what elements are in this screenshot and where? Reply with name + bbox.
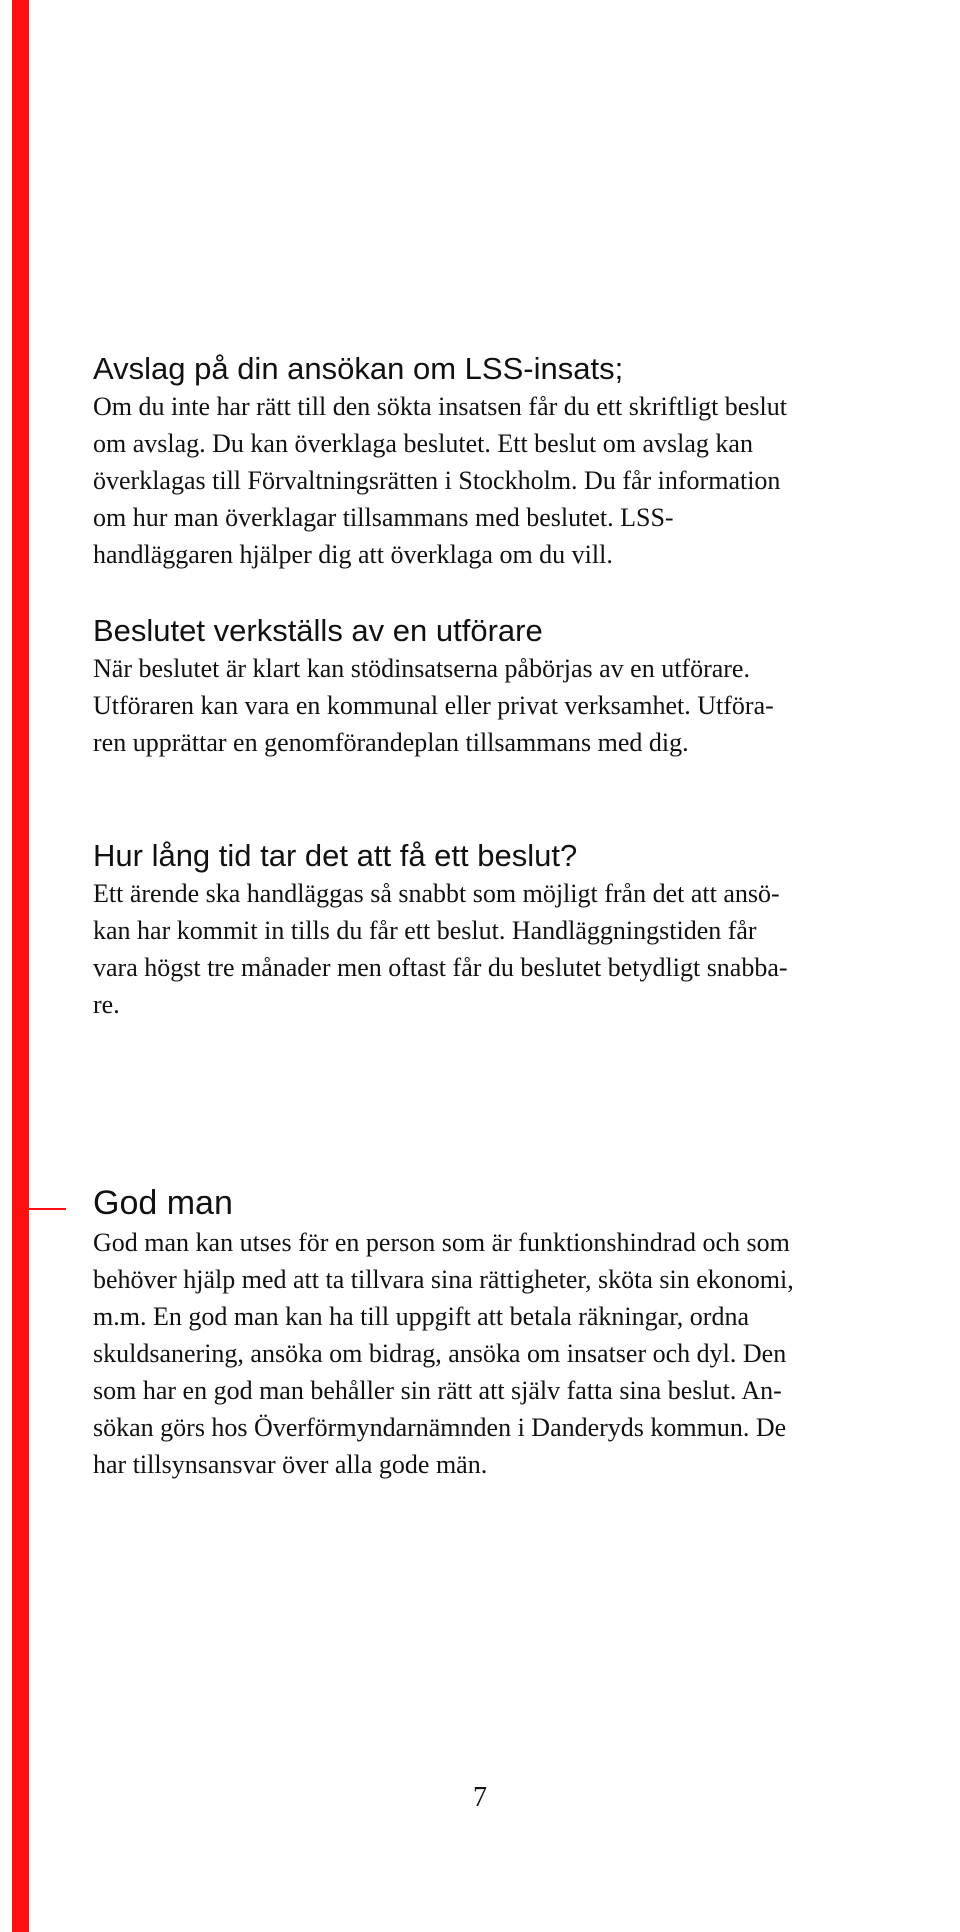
body-line: God man kan utses för en person som är funktionshindrad och som [93,1228,790,1257]
section-body [93,650,774,761]
body-line: har tillsynsansvar över alla gode män. [93,1450,488,1479]
body-line: överklagas till Förvaltningsrätten i Stockholm. Du får information [93,466,781,495]
body-line: behöver hjälp med att ta tillvara sina rättigheter, sköta sin ekonomi, [93,1265,794,1294]
body-line: om avslag. Du kan överklaga beslutet. Ett beslut om avslag kan [93,429,753,458]
section-handlaggningstid [93,837,788,1023]
section-heading: Hur lång tid tar det att få ett beslut? [93,838,578,873]
body-line: sökan görs hos Överförmyndarnämnden i Danderyds kommun. De [93,1413,787,1442]
section-heading: God man [93,1184,233,1222]
body-line: kan har kommit in tills du får ett beslut. Handläggningstiden får [93,916,757,945]
margin-accent-bar [12,0,29,1932]
body-line: m.m. En god man kan ha till uppgift att betala räkningar, ordna [93,1302,750,1331]
body-line: När beslutet är klart kan stödinsatserna påbörjas av en utförare. [93,654,750,683]
section-marker-tick [12,1208,66,1210]
body-line: Utföraren kan vara en kommunal eller privat verksamhet. Utföra- [93,691,774,720]
body-line: re. [93,990,120,1019]
section-heading: Beslutet verkställs av en utförare [93,613,543,648]
body-line: om hur man överklagar tillsammans med beslutet. LSS- [93,503,674,532]
section-body [93,875,788,1023]
body-line: Ett ärende ska handläggas så snabbt som möjligt från det att ansö- [93,879,780,908]
page-number: 7 [473,1782,487,1813]
body-line: som har en god man behåller sin rätt att själv fatta sina beslut. An- [93,1376,782,1405]
body-line: ren upprättar en genomförandeplan tillsammans med dig. [93,728,689,757]
body-line: Om du inte har rätt till den sökta insatsen får du ett skriftligt beslut [93,392,787,421]
section-avslag [93,350,787,573]
body-line: skuldsanering, ansöka om bidrag, ansöka om insatser och dyl. Den [93,1339,787,1368]
section-god-man [93,1182,794,1483]
section-heading: Avslag på din ansökan om LSS-insats; [93,351,624,386]
body-line: vara högst tre månader men oftast får du beslutet betydligt snabba- [93,953,788,982]
section-body [93,388,787,573]
section-body [93,1224,794,1483]
body-line: handläggaren hjälper dig att överklaga om du vill. [93,540,613,569]
section-verkstalls [93,612,774,761]
